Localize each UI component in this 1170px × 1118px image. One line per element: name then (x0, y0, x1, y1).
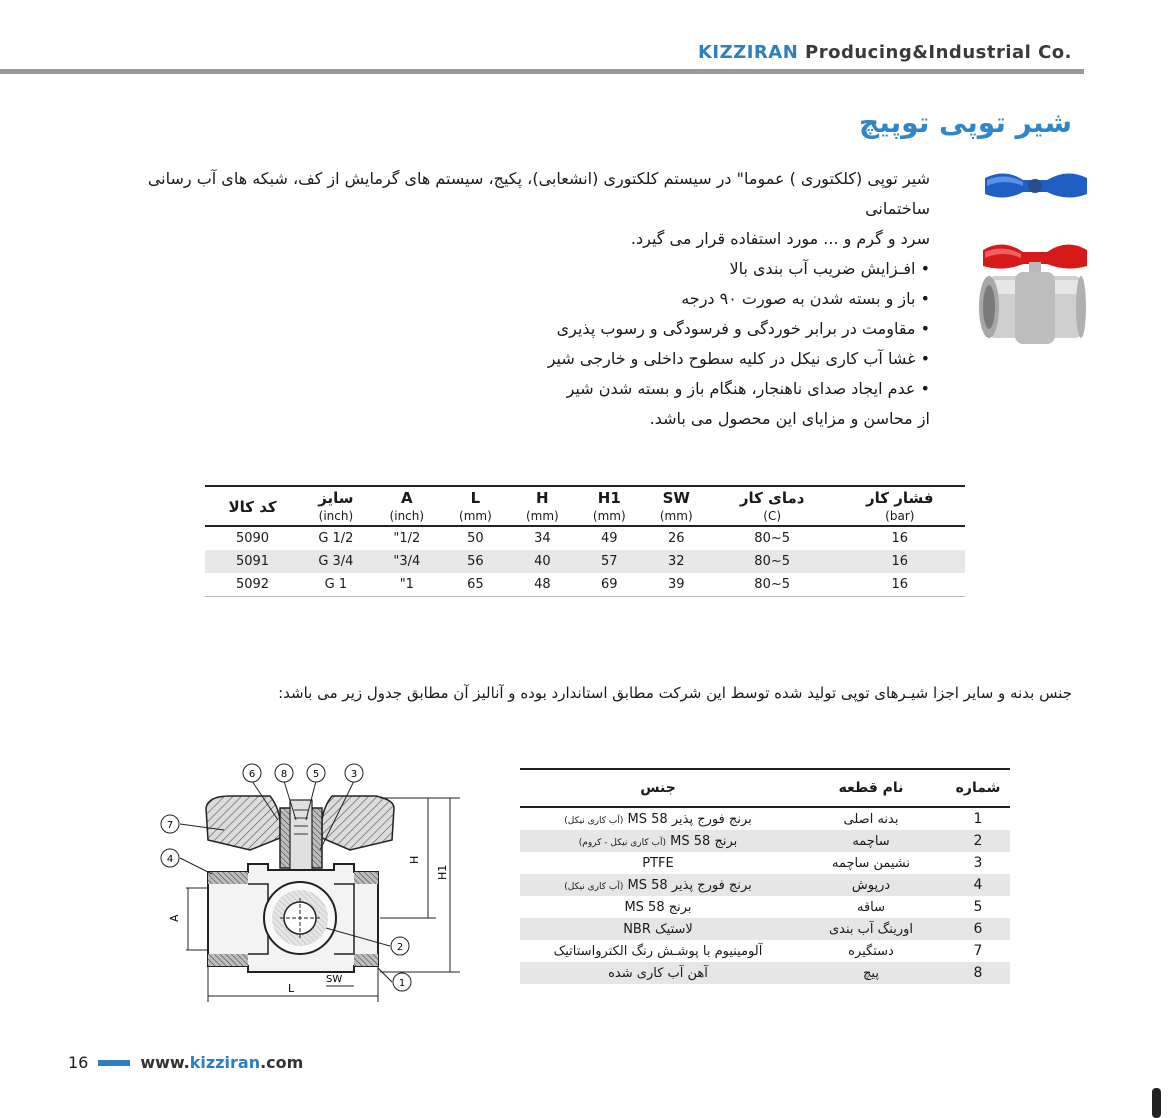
part-name: نشیمن ساچمه (831, 855, 911, 871)
company-name: Producing&Industrial Co. (798, 42, 1072, 63)
callout-3: 3 (350, 769, 358, 780)
callout-2: 2 (396, 942, 404, 953)
website-link[interactable]: www.kizziran.com (140, 1053, 304, 1072)
spec-cell: 5090 (235, 531, 270, 546)
spec-cell: 65 (467, 577, 484, 592)
spec-cell: 69 (601, 577, 618, 592)
part-material: برنج فورج پذیر MS 58 (آب کاری نیکل) (564, 811, 752, 827)
part-name: ساچمه (852, 833, 890, 849)
spec-header-temp: دمای کار (C) (739, 489, 805, 523)
part-number: 6 (973, 921, 983, 937)
spec-cell: 57 (601, 554, 618, 569)
parts-header-material: جنس (640, 780, 676, 796)
part-material: برنج فورج پذیر MS 58 (آب کاری نیکل) (564, 877, 752, 893)
company-header (698, 42, 1072, 63)
part-name: بدنه اصلی (843, 811, 899, 827)
spec-cell: 32 (667, 554, 685, 569)
callout-8: 8 (280, 769, 288, 780)
intro-line-1: شیر توپی (کلکتوری ) عموما" در سیستم کلکتوری (انشعابی)، پکیج، سیستم های گرمایش از کف، شبکه های آب رسانی ساختمانی (147, 169, 930, 218)
spec-cell: 16 (891, 577, 909, 592)
header-rule (0, 69, 1084, 74)
spec-cell: 5092 (235, 577, 270, 592)
callout-6: 6 (248, 769, 256, 780)
parts-row (520, 896, 1010, 918)
spec-cell: 39 (667, 577, 685, 592)
scrollbar-thumb[interactable] (1152, 1088, 1161, 1118)
spec-row (205, 526, 965, 550)
spec-cell: G 3/4 (318, 554, 354, 569)
intro-closing: از محاسن و مزایای این محصول می باشد. (649, 409, 930, 428)
parts-header-name: نام قطعه (838, 780, 904, 796)
dim-h-label: H (408, 855, 421, 864)
part-number: 1 (973, 811, 983, 827)
feature-bullet: • عدم ایجاد صدای ناهنجار، هنگام باز و بسته شدن شیر (566, 379, 930, 398)
part-material: PTFE (642, 855, 674, 871)
parts-row (520, 807, 1010, 830)
parts-row (520, 830, 1010, 852)
company-brand: KIZZIRAN (697, 42, 799, 63)
spec-row (205, 550, 965, 573)
part-name: ساقه (856, 899, 886, 915)
footer-accent-bar (98, 1060, 130, 1066)
spec-cell: G 1 (324, 577, 348, 592)
spec-header-l: L (mm) (459, 489, 492, 523)
part-number: 3 (973, 855, 983, 871)
parts-row (520, 918, 1010, 940)
spec-header-pressure: فشار کار (bar) (866, 489, 934, 523)
callout-5: 5 (312, 769, 320, 780)
page-number: 16 (68, 1053, 89, 1072)
feature-bullet: • مقاومت در برابر خوردگی و فرسودگی و رسوب پذیری (556, 319, 930, 338)
parts-header-number: شماره (955, 780, 1001, 796)
feature-bullet: • افـزایش ضریب آب بندی بالا (729, 259, 930, 278)
parts-header-row (520, 769, 1010, 807)
part-name: دستگیره (848, 943, 894, 959)
dim-sw-label: SW (326, 974, 343, 985)
spec-cell: 3/4" (393, 554, 421, 569)
part-material: آهن آب کاری شده (608, 965, 708, 981)
page-footer (68, 1053, 303, 1072)
product-images (975, 160, 1095, 360)
blue-butterfly-handle-icon (985, 173, 1087, 197)
part-number: 8 (973, 965, 983, 981)
spec-cell: 49 (601, 531, 618, 546)
material-note: جنس بدنه و سایر اجزا شیـرهای توپی تولید شده توسط این شرکت مطابق استاندارد بوده و آنالیز آن مطابق جدول زیر می باشد: (278, 684, 1072, 702)
spec-cell: 5~80 (754, 531, 791, 546)
part-number: 2 (973, 833, 983, 849)
callout-7: 7 (166, 820, 174, 831)
part-material: برنج MS 58 (آب کاری نیکل - کروم) (578, 833, 738, 849)
intro-text (90, 164, 930, 434)
spec-cell: 5~80 (754, 577, 791, 592)
part-name: درپوش (851, 877, 891, 893)
spec-cell: 50 (467, 531, 484, 546)
spec-cell: 48 (534, 577, 551, 592)
valve-section-diagram (150, 760, 460, 1010)
feature-bullet: • باز و بسته شدن به صورت ۹۰ درجه (681, 289, 930, 308)
spec-header-code: کد کالا (228, 498, 277, 516)
spec-cell: 40 (534, 554, 551, 569)
callout-1: 1 (398, 978, 406, 989)
parts-row (520, 940, 1010, 962)
spec-row (205, 573, 965, 597)
spec-cell: 16 (891, 531, 909, 546)
parts-row (520, 852, 1010, 874)
spec-cell: G 1/2 (318, 531, 354, 546)
feature-bullet: • غشا آب کاری نیکل در کلیه سطوح داخلی و خارجی شیر (547, 349, 930, 368)
part-name: پیچ (863, 965, 879, 981)
spec-cell: 1/2" (393, 531, 421, 546)
part-material: آلومینیوم با پوشـش رنگ الکترواستاتیک (553, 943, 763, 959)
part-number: 4 (973, 877, 983, 893)
part-number: 7 (973, 943, 983, 959)
dim-l-label: L (288, 982, 295, 995)
spec-cell: 26 (667, 531, 685, 546)
spec-header-h1: H1 (mm) (592, 489, 626, 523)
callout-4: 4 (166, 854, 174, 865)
spec-header-size: سایز (inch) (318, 489, 354, 523)
dim-h1-label: H1 (436, 864, 449, 880)
spec-cell: 5~80 (754, 554, 791, 569)
parts-row (520, 962, 1010, 984)
parts-row (520, 874, 1010, 896)
intro-line-2: سرد و گرم و ... مورد استفاده قرار می گیرد. (630, 229, 930, 248)
spec-cell: 1" (399, 577, 414, 592)
spec-cell: 56 (467, 554, 484, 569)
page-title: شیر توپی توپیچ (859, 106, 1072, 139)
spec-header-row (205, 486, 965, 526)
spec-cell: 16 (891, 554, 909, 569)
spec-table (205, 485, 965, 597)
part-material: لاستیک NBR (623, 921, 693, 937)
ball-valve-image (979, 244, 1087, 344)
spec-header-sw: SW (mm) (659, 489, 693, 523)
part-number: 5 (973, 899, 983, 915)
dim-a-label: A (168, 914, 181, 922)
spec-header-a: A (inch) (389, 489, 425, 523)
spec-cell: 5091 (235, 554, 270, 569)
part-name: اورینگ آب بندی (829, 921, 913, 937)
spec-cell: 34 (534, 531, 551, 546)
spec-header-h: H (mm) (525, 489, 559, 523)
part-material: برنج MS 58 (624, 899, 692, 915)
parts-table (520, 768, 1010, 984)
